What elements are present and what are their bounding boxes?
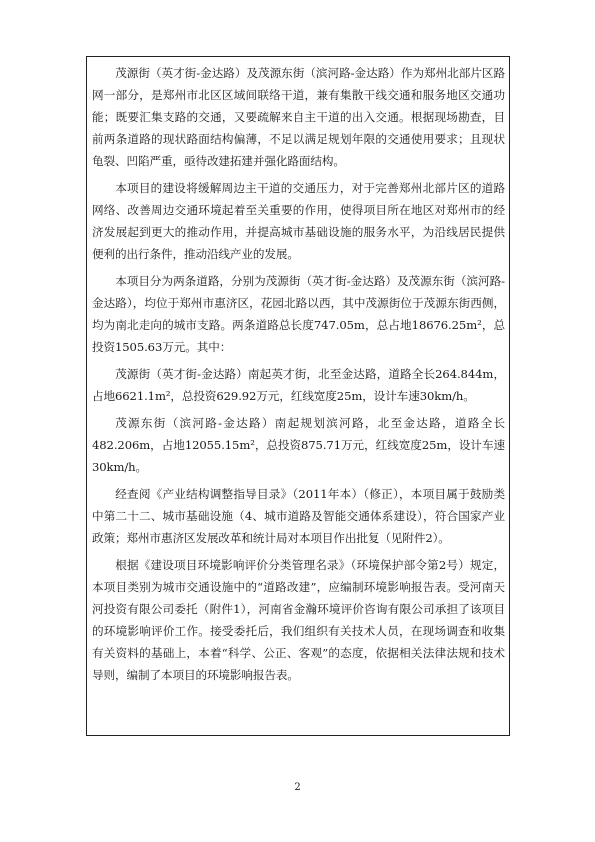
paragraph-maoyuan-east-street: 茂源东街（滨河路-金达路）南起规划滨河路，北至金达路，道路全长482.206m，占地12055.15m²，总投资875.71万元，红线宽度25m，设计车速30km/h。	[92, 416, 505, 474]
document-body	[92, 62, 505, 691]
paragraph-project-overview: 本项目分为两条道路，分别为茂源街（英才街-金达路）及茂源东街（滨河路-金达路），均位于郑州市惠济区，花园北路以西，其中茂源街位于茂源东街西侧，均为南北走向的城市支路。两条道路总长度747.05m，总占地18676.25m²，总投资1505.63万元。其中：	[92, 274, 505, 354]
paragraph-project-significance: 本项目的建设将缓解周边主干道的交通压力，对于完善郑州北部片区的道路网络、改善周边交通环境起着至关重要的作用，使得项目所在地区对郑州市的经济发展起到更大的推动作用，并提高城市基础设施的服务水平，为沿线居民提供便利的出行条件，推动沿线产业的发展。	[92, 181, 505, 261]
page-number: 2	[294, 782, 301, 793]
paragraph-eia-basis: 根据《建设项目环境影响评价分类管理名录》（环境保护部令第2号）规定，本项目类别为城市交通设施中的“道路改建”，应编制环境影响报告表。受河南天河投资有限公司委托（附件1），河南省金瀚环境评价咨询有限公司承担了该项目的环境影响评价工作。接受委托后，我们组织有关技术人员，在现场调查和收集有关资料的基础上，本着“科学、公正、客观”的态度，依据相关法律法规和技术导则，编制了本项目的环境影响报告表。	[92, 558, 505, 682]
paragraph-industrial-policy: 经查阅《产业结构调整指导目录》（2011年本）（修正），本项目属于鼓励类中第二十二、城市基础设施（4、城市道路及智能交通体系建设），符合国家产业政策；郑州市惠济区发展改革和统计局对本项目作出批复（见附件2）。	[92, 487, 505, 545]
paragraph-road-function: 茂源街（英才街-金达路）及茂源东街（滨河路-金达路）作为郑州北部片区路网一部分，是郑州市北区区域间联络干道，兼有集散干线交通和服务地区交通功能；既要汇集支路的交通，又要疏解来自主干道的出入交通。根据现场勘查，目前两条道路的现状路面结构偏薄，不足以满足规划年限的交通使用要求；且现状龟裂、凹陷严重，亟待改建拓建并强化路面结构。	[92, 66, 505, 168]
paragraph-maoyuan-street: 茂源街（英才街-金达路）南起英才街，北至金达路，道路全长264.844m，占地6621.1m²，总投资629.92万元，红线宽度25m，设计车速30km/h。	[92, 367, 505, 403]
